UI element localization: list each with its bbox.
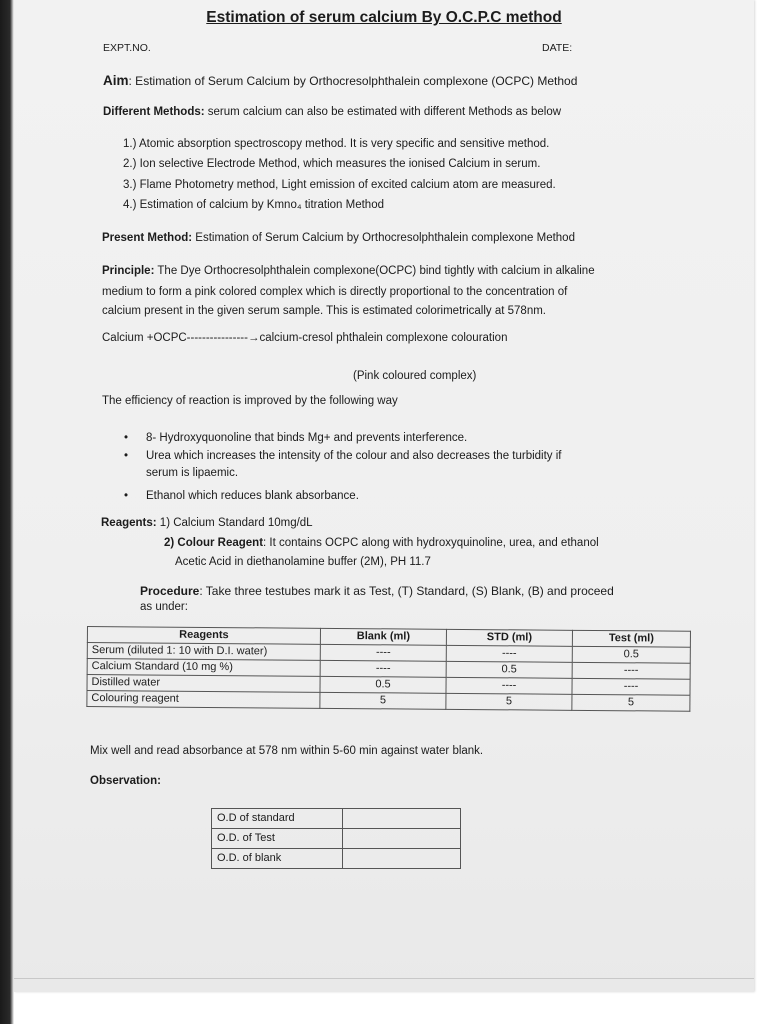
reagents-line-3: Acetic Acid in diethanolamine buffer (2M), PH 11.7 — [175, 556, 431, 568]
std-value: ---- — [446, 645, 572, 662]
method-item-4: 4.) Estimation of calcium by Kmno₄ titration Method — [123, 199, 384, 211]
principle-line-3: calcium present in the given serum sample. This is estimated colorimetrically at 578nm. — [102, 305, 546, 317]
principle-label: Principle: — [102, 265, 155, 277]
present-method-text: Estimation of Serum Calcium by Orthocresolphthalein complexone Method — [192, 232, 575, 244]
reagent-name: Calcium Standard (10 mg %) — [87, 659, 320, 677]
present-method-line — [102, 232, 575, 244]
std-value: 0.5 — [446, 661, 572, 678]
observation-row-label: O.D of standard — [212, 809, 343, 829]
reagents-label: Reagents: — [101, 517, 157, 529]
blank-value: 5 — [320, 692, 446, 709]
efficiency-bullet-1: • 8- Hydroxyquonoline that binds Mg+ and prevents interference. — [146, 432, 467, 444]
efficiency-bullet-2: • Urea which increases the intensity of the colour and also decreases the turbidity if — [146, 450, 562, 462]
observation-value-cell — [343, 829, 461, 849]
test-value: ---- — [572, 678, 690, 695]
date-label: DATE: — [542, 42, 573, 54]
observation-label: Observation: — [90, 775, 161, 787]
reagent-name: Serum (diluted 1: 10 with D.I. water) — [87, 643, 320, 661]
different-methods-label: Different Methods: — [103, 106, 205, 118]
aim-line — [103, 73, 577, 88]
different-methods-line — [103, 106, 561, 118]
efficiency-bullet-2-cont: serum is lipaemic. — [146, 467, 239, 479]
principle-text-1: The Dye Orthocresolphthalein complexone(OCPC) bind tightly with calcium in alkaline — [154, 265, 595, 277]
different-methods-text: serum calcium can also be estimated with different Methods as below — [204, 106, 562, 118]
reaction-rhs: calcium-cresol phthalein complexone colouration — [259, 332, 508, 344]
table-row — [212, 829, 461, 849]
observation-table — [211, 808, 461, 869]
reaction-lhs: Calcium +OCPC---------------- — [102, 332, 248, 344]
principle-line-1 — [102, 265, 595, 277]
test-value: 0.5 — [572, 646, 690, 663]
observation-value-cell — [343, 849, 461, 869]
blank-value: ---- — [320, 644, 446, 661]
method-item-1: 1.) Atomic absorption spectroscopy method. It is very specific and sensitive method. — [123, 138, 550, 150]
aim-text: : Estimation of Serum Calcium by Orthocresolphthalein complexone (OCPC) Method — [128, 74, 578, 88]
blank-value: ---- — [320, 660, 446, 677]
document-title: Estimation of serum calcium By O.C.P.C method — [206, 9, 562, 26]
header-blank: Blank (ml) — [320, 628, 446, 645]
std-value: ---- — [446, 677, 572, 694]
instruction-text: Mix well and read absorbance at 578 nm within 5-60 min against water blank. — [90, 745, 484, 757]
header-test: Test (ml) — [572, 630, 690, 647]
reagents-line-1 — [101, 517, 313, 529]
blank-value: 0.5 — [320, 676, 446, 693]
table-row — [212, 849, 461, 869]
principle-line-2: medium to form a pink colored complex which is directly proportional to the concentration of — [102, 286, 568, 298]
procedure-line — [140, 584, 614, 598]
observation-row-label: O.D. of blank — [212, 849, 343, 869]
reaction-note: (Pink coloured complex) — [353, 370, 477, 382]
efficiency-bullet-3: • Ethanol which reduces blank absorbance. — [146, 490, 359, 502]
reagents-line-2 — [164, 537, 599, 549]
observation-value-cell — [343, 809, 461, 829]
test-value: 5 — [572, 694, 690, 711]
method-item-2: 2.) Ion selective Electrode Method, which measures the ionised Calcium in serum. — [123, 158, 541, 170]
procedure-line-2: as under: — [140, 601, 188, 613]
expt-no-label: EXPT.NO. — [103, 42, 151, 54]
header-std: STD (ml) — [446, 629, 572, 646]
std-value: 5 — [446, 693, 572, 710]
observation-row-label: O.D. of Test — [212, 829, 343, 849]
aim-label: Aim — [103, 73, 129, 88]
reagents-item-2-text: : It contains OCPC along with hydroxyquinoline, urea, and ethanol — [263, 537, 599, 549]
method-item-3: 3.) Flame Photometry method, Light emission of excited calcium atom are measured. — [123, 179, 556, 191]
reagent-name: Colouring reagent — [87, 691, 320, 709]
header-reagents: Reagents — [87, 627, 320, 645]
table-row — [212, 809, 461, 829]
reagents-item-1: 1) Calcium Standard 10mg/dL — [156, 517, 313, 529]
present-method-label: Present Method: — [102, 232, 193, 244]
procedure-label: Procedure — [140, 584, 200, 598]
reaction-arrow-icon: → — [247, 332, 260, 344]
reagents-item-2-num: 2) Colour Reagent — [164, 537, 264, 549]
efficiency-intro: The efficiency of reaction is improved by the following way — [102, 395, 398, 407]
test-value: ---- — [572, 662, 690, 679]
reaction-line — [102, 332, 507, 344]
reagent-table — [86, 626, 691, 712]
sheet-edge-line — [14, 978, 754, 979]
procedure-text: : Take three testubes mark it as Test, (T) Standard, (S) Blank, (B) and proceed — [199, 584, 614, 598]
reagent-name: Distilled water — [87, 675, 320, 693]
